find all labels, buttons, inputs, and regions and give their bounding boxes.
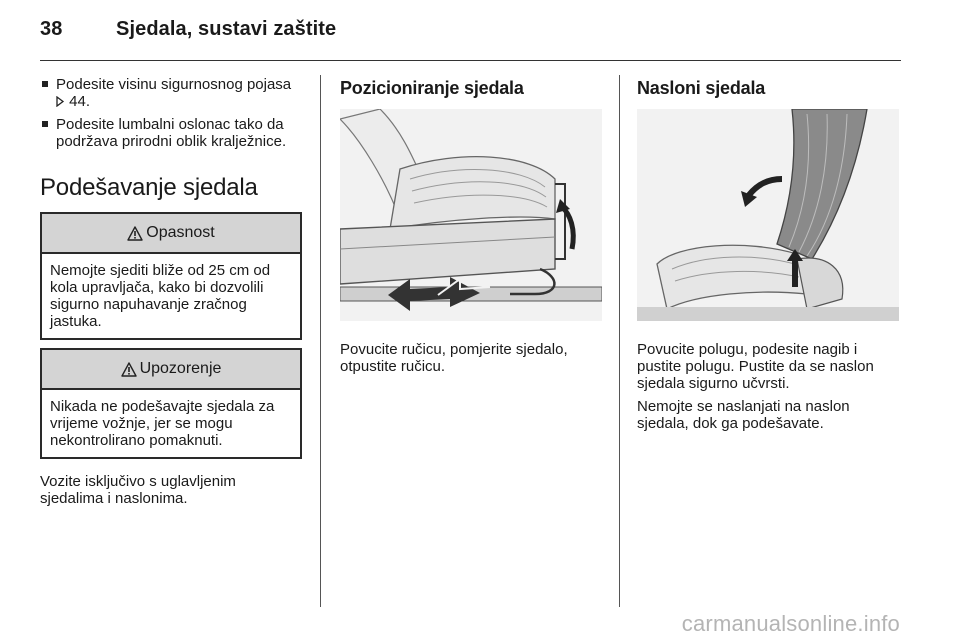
warning-body: Nikada ne podešavajte sjedala za vrijeme vožnje, jer se mogu nekontrolirano pomaknuti. — [50, 398, 275, 449]
backrest-illustration — [637, 109, 899, 321]
danger-box — [40, 212, 302, 340]
subsection-heading-positioning: Pozicioniranje sjedala — [340, 78, 524, 98]
closing-paragraph: Vozite isključivo s uglavljenim sjedalima i naslonima. — [40, 473, 236, 507]
warning-triangle-icon — [121, 362, 137, 377]
xref-page: 44. — [69, 93, 91, 110]
warning-box — [40, 348, 302, 459]
bullet-text: Podesite visinu sigurnosnog pojasa — [56, 76, 292, 93]
bullet-square-icon — [42, 121, 48, 127]
xref-arrow-icon — [56, 96, 65, 107]
warning-title-text: Upozorenje — [139, 360, 222, 377]
column-right — [637, 76, 900, 438]
subsection-heading-backrests: Nasloni sjedala — [637, 78, 766, 98]
warning-box-title — [42, 350, 300, 390]
site-watermark: carmanualsonline.info — [681, 611, 900, 636]
positioning-caption: Povucite ručicu, pomjerite sjedalo, otpustite ručicu. — [340, 341, 568, 375]
column-divider-2 — [619, 75, 620, 607]
header-rule — [40, 60, 901, 61]
bullet-list — [40, 76, 302, 150]
column-middle — [340, 76, 602, 381]
seat-slide-image — [340, 109, 602, 321]
bullet-item — [40, 116, 302, 150]
danger-title-text: Opasnost — [146, 224, 215, 241]
column-left — [40, 76, 302, 507]
column-divider-1 — [320, 75, 321, 607]
bullet-text: Podesite lumbalni oslonac tako da podržava prirodni oblik kralježnice. — [56, 116, 287, 150]
backrest-paragraph-1: Povucite polugu, podesite nagib i pustite polugu. Pustite da se naslon sjedala sigurno učvrsti. — [637, 341, 874, 392]
section-heading: Podešavanje sjedala — [40, 174, 258, 201]
backrest-paragraph-2: Nemojte se naslanjati na naslon sjedala, dok ga podešavate. — [637, 398, 850, 432]
chapter-title: Sjedala, sustavi zaštite — [116, 18, 337, 40]
backrest-tilt-image — [637, 109, 899, 321]
cross-reference[interactable] — [56, 93, 302, 110]
danger-body: Nemojte sjediti bliže od 25 cm od kola upravljača, kako bi dozvolili sigurno napuhavanje zračnog jastuka. — [50, 262, 271, 330]
page-number: 38 — [40, 18, 63, 40]
page-header — [40, 18, 336, 41]
seat-position-illustration — [340, 109, 602, 321]
bullet-item — [40, 76, 302, 110]
bullet-square-icon — [42, 81, 48, 87]
danger-box-title — [42, 214, 300, 254]
warning-triangle-icon — [127, 226, 143, 241]
